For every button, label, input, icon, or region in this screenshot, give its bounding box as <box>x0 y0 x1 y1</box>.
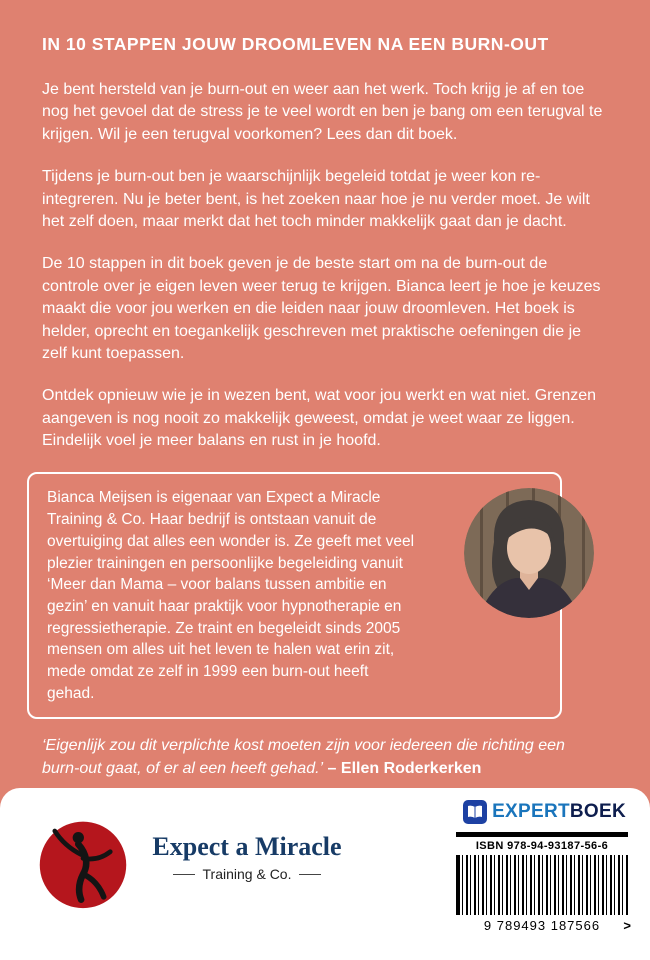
publisher-name-part2: BOEK <box>569 801 626 822</box>
isbn-label: ISBN 978-94-93187-56-6 <box>475 840 609 852</box>
barcode-arrow: > <box>623 918 632 933</box>
book-icon <box>463 800 487 824</box>
author-bio-text: Bianca Meijsen is eigenaar van Expect a Miracle Training & Co. Haar bedrijf is ontstaan vanuit de overtuiging dat alles een wonder is. Ze geeft met veel plezier trainingen en persoonlijke begeleiding vanuit ‘Meer dan Mama – voor balans tussen ambitie en gezin’ en vanuit haar praktijk voor hypnotherapie en regressietherapie. Ze traint en begeleidt sinds 2005 mensen om alles uit het leven te halen wat erin zit, mede omdat ze zelf in 1999 een burn-out heeft gehad. <box>47 489 415 702</box>
brand-subtitle: Training & Co. <box>142 866 352 882</box>
cover-footer <box>0 788 650 960</box>
brand-text-block <box>142 832 352 882</box>
publisher-name <box>492 801 626 823</box>
testimonial-quote <box>42 735 606 780</box>
publisher-name-part1: EXPERT <box>492 801 570 822</box>
cover-headline: IN 10 STAPPEN JOUW DROOMLEVEN NA EEN BURN-OUT <box>42 34 549 54</box>
barcode-top-bar <box>456 832 628 837</box>
author-bio-box <box>27 472 562 719</box>
brand-name: Expect a Miracle <box>152 832 342 861</box>
quote-attribution: – Ellen Roderkerken <box>327 760 482 778</box>
barcode-number <box>456 918 632 933</box>
quote-text: ‘Eigenlijk zou dit verplichte kost moeten zijn voor iedereen die richting een burn-out gaat, of er al een heeft gehad.’ <box>42 737 565 778</box>
publisher-logo <box>463 800 626 824</box>
isbn-barcode-block <box>456 832 632 933</box>
description-paragraph-1: Je bent hersteld van je burn-out en weer aan het werk. Toch krijg je af en toe nog het gevoel dat de stress je te veel wordt en ben je bang om een terugval te krijgen. Wil je een terugval voorkomen? Lees dan dit boek. <box>42 81 603 143</box>
author-portrait-photo <box>464 488 594 618</box>
dancer-logo-icon <box>36 816 130 910</box>
description-paragraph-4: Ontdek opnieuw wie je in wezen bent, wat voor jou werkt en wat niet. Grenzen aangeven is nog nooit zo makkelijk geweest, omdat je weet waar ze liggen. Eindelijk voel je meer balans en rust in je hoofd. <box>42 387 597 450</box>
description-paragraph-2: Tijdens je burn-out ben je waarschijnlijk begeleid totdat je weer kon re-integreren. Nu je beter bent, is het zoeken naar hoe je nu verder moet. Je wilt het zelf doen, maar merkt dat het toch minder makkelijk gaat dan je dacht. <box>42 168 590 230</box>
barcode-number-text: 9 789493 187566 <box>483 918 601 933</box>
barcode-bars <box>456 855 628 915</box>
description-paragraph-3: De 10 stappen in dit boek geven je de beste start om na de burn-out de controle over je eigen leven weer terug te krijgen. Bianca leert je hoe je keuzes maakt die voor jou werken en die leiden naar jouw droomleven. Het boek is helder, oprecht en toegankelijk geschreven met praktische oefeningen die je zelf kunt toepassen. <box>42 255 601 362</box>
